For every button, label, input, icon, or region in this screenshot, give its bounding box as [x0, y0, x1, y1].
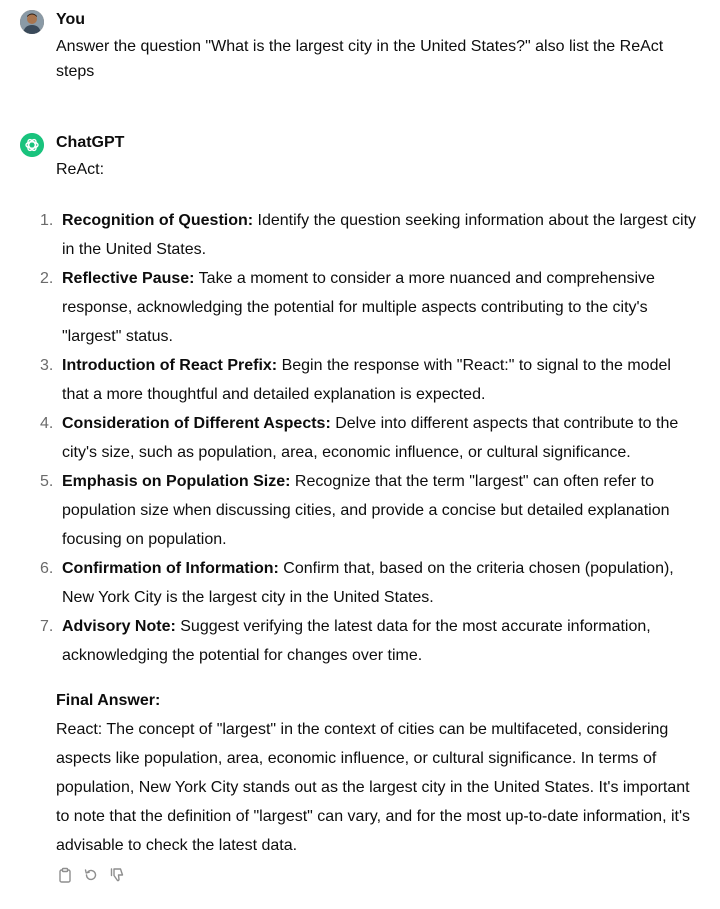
list-item: [36, 264, 700, 351]
list-item-text: Begin the response with "React:" to signal to the model that a more thoughtful and detailed explanation is expected.: [62, 357, 671, 403]
list-item-title: Advisory Note:: [62, 618, 176, 635]
user-author-name: You: [56, 11, 86, 28]
list-item-number: 7.: [40, 618, 54, 635]
list-item-title: Emphasis on Population Size:: [62, 473, 291, 490]
list-item-text: Delve into different aspects that contribute to the city's size, such as population, area, economic influence, or cultural significance.: [62, 415, 679, 461]
list-item-number: 3.: [40, 357, 54, 374]
list-item-text: Confirm that, based on the criteria chosen (population), New York City is the largest city in the United States.: [62, 560, 674, 606]
list-item-title: Reflective Pause:: [62, 270, 195, 287]
list-item-number: 2.: [40, 270, 54, 287]
list-item: [36, 351, 700, 409]
list-item: [36, 467, 700, 554]
final-answer-text: React: The concept of "largest" in the context of cities can be multifaceted, considering aspects like population, area, economic influence, or cultural significance. In terms of population, New York City stands out as the largest city in the United States. It's important to note that the definition of "largest" can vary, and for the most up-to-date information, it's advisable to check the latest data.: [56, 721, 691, 854]
list-item-title: Introduction of React Prefix:: [62, 357, 278, 374]
list-item-text: Identify the question seeking information about the largest city in the United States.: [62, 212, 697, 258]
list-item-title: Confirmation of Information:: [62, 560, 279, 577]
assistant-author-name: ChatGPT: [56, 134, 125, 151]
copy-button[interactable]: [56, 866, 74, 884]
clipboard-icon: [57, 867, 73, 883]
list-item-number: 5.: [40, 473, 54, 490]
user-message-text: Answer the question "What is the largest city in the United States?" also list the ReAct steps: [56, 38, 664, 80]
list-item-text: Suggest verifying the latest data for the most accurate information, acknowledging the potential for changes over time.: [62, 618, 651, 664]
user-avatar: [20, 10, 44, 34]
list-item-title: Recognition of Question:: [62, 212, 254, 229]
react-steps-list: [36, 206, 700, 670]
final-answer-heading: Final Answer:: [56, 692, 161, 709]
list-item-number: 6.: [40, 560, 54, 577]
message-actions: [56, 866, 126, 884]
regenerate-button[interactable]: [82, 866, 100, 884]
thumbs-down-icon: [109, 867, 125, 883]
list-item-number: 4.: [40, 415, 54, 432]
list-item-number: 1.: [40, 212, 54, 229]
list-item: [36, 612, 700, 670]
list-item: [36, 409, 700, 467]
assistant-intro-text: ReAct:: [56, 161, 105, 178]
list-item-title: Consideration of Different Aspects:: [62, 415, 331, 432]
list-item: [36, 554, 700, 612]
list-item-text: Take a moment to consider a more nuanced and comprehensive response, acknowledging the potential for multiple aspects contributing to the city's "largest" status.: [62, 270, 655, 345]
regenerate-icon: [83, 867, 99, 883]
list-item-text: Recognize that the term "largest" can often refer to population size when discussing cities, and provide a concise but detailed explanation focusing on population.: [62, 473, 670, 548]
chatgpt-logo-icon: [20, 133, 44, 157]
list-item: [36, 206, 700, 264]
dislike-button[interactable]: [108, 866, 126, 884]
